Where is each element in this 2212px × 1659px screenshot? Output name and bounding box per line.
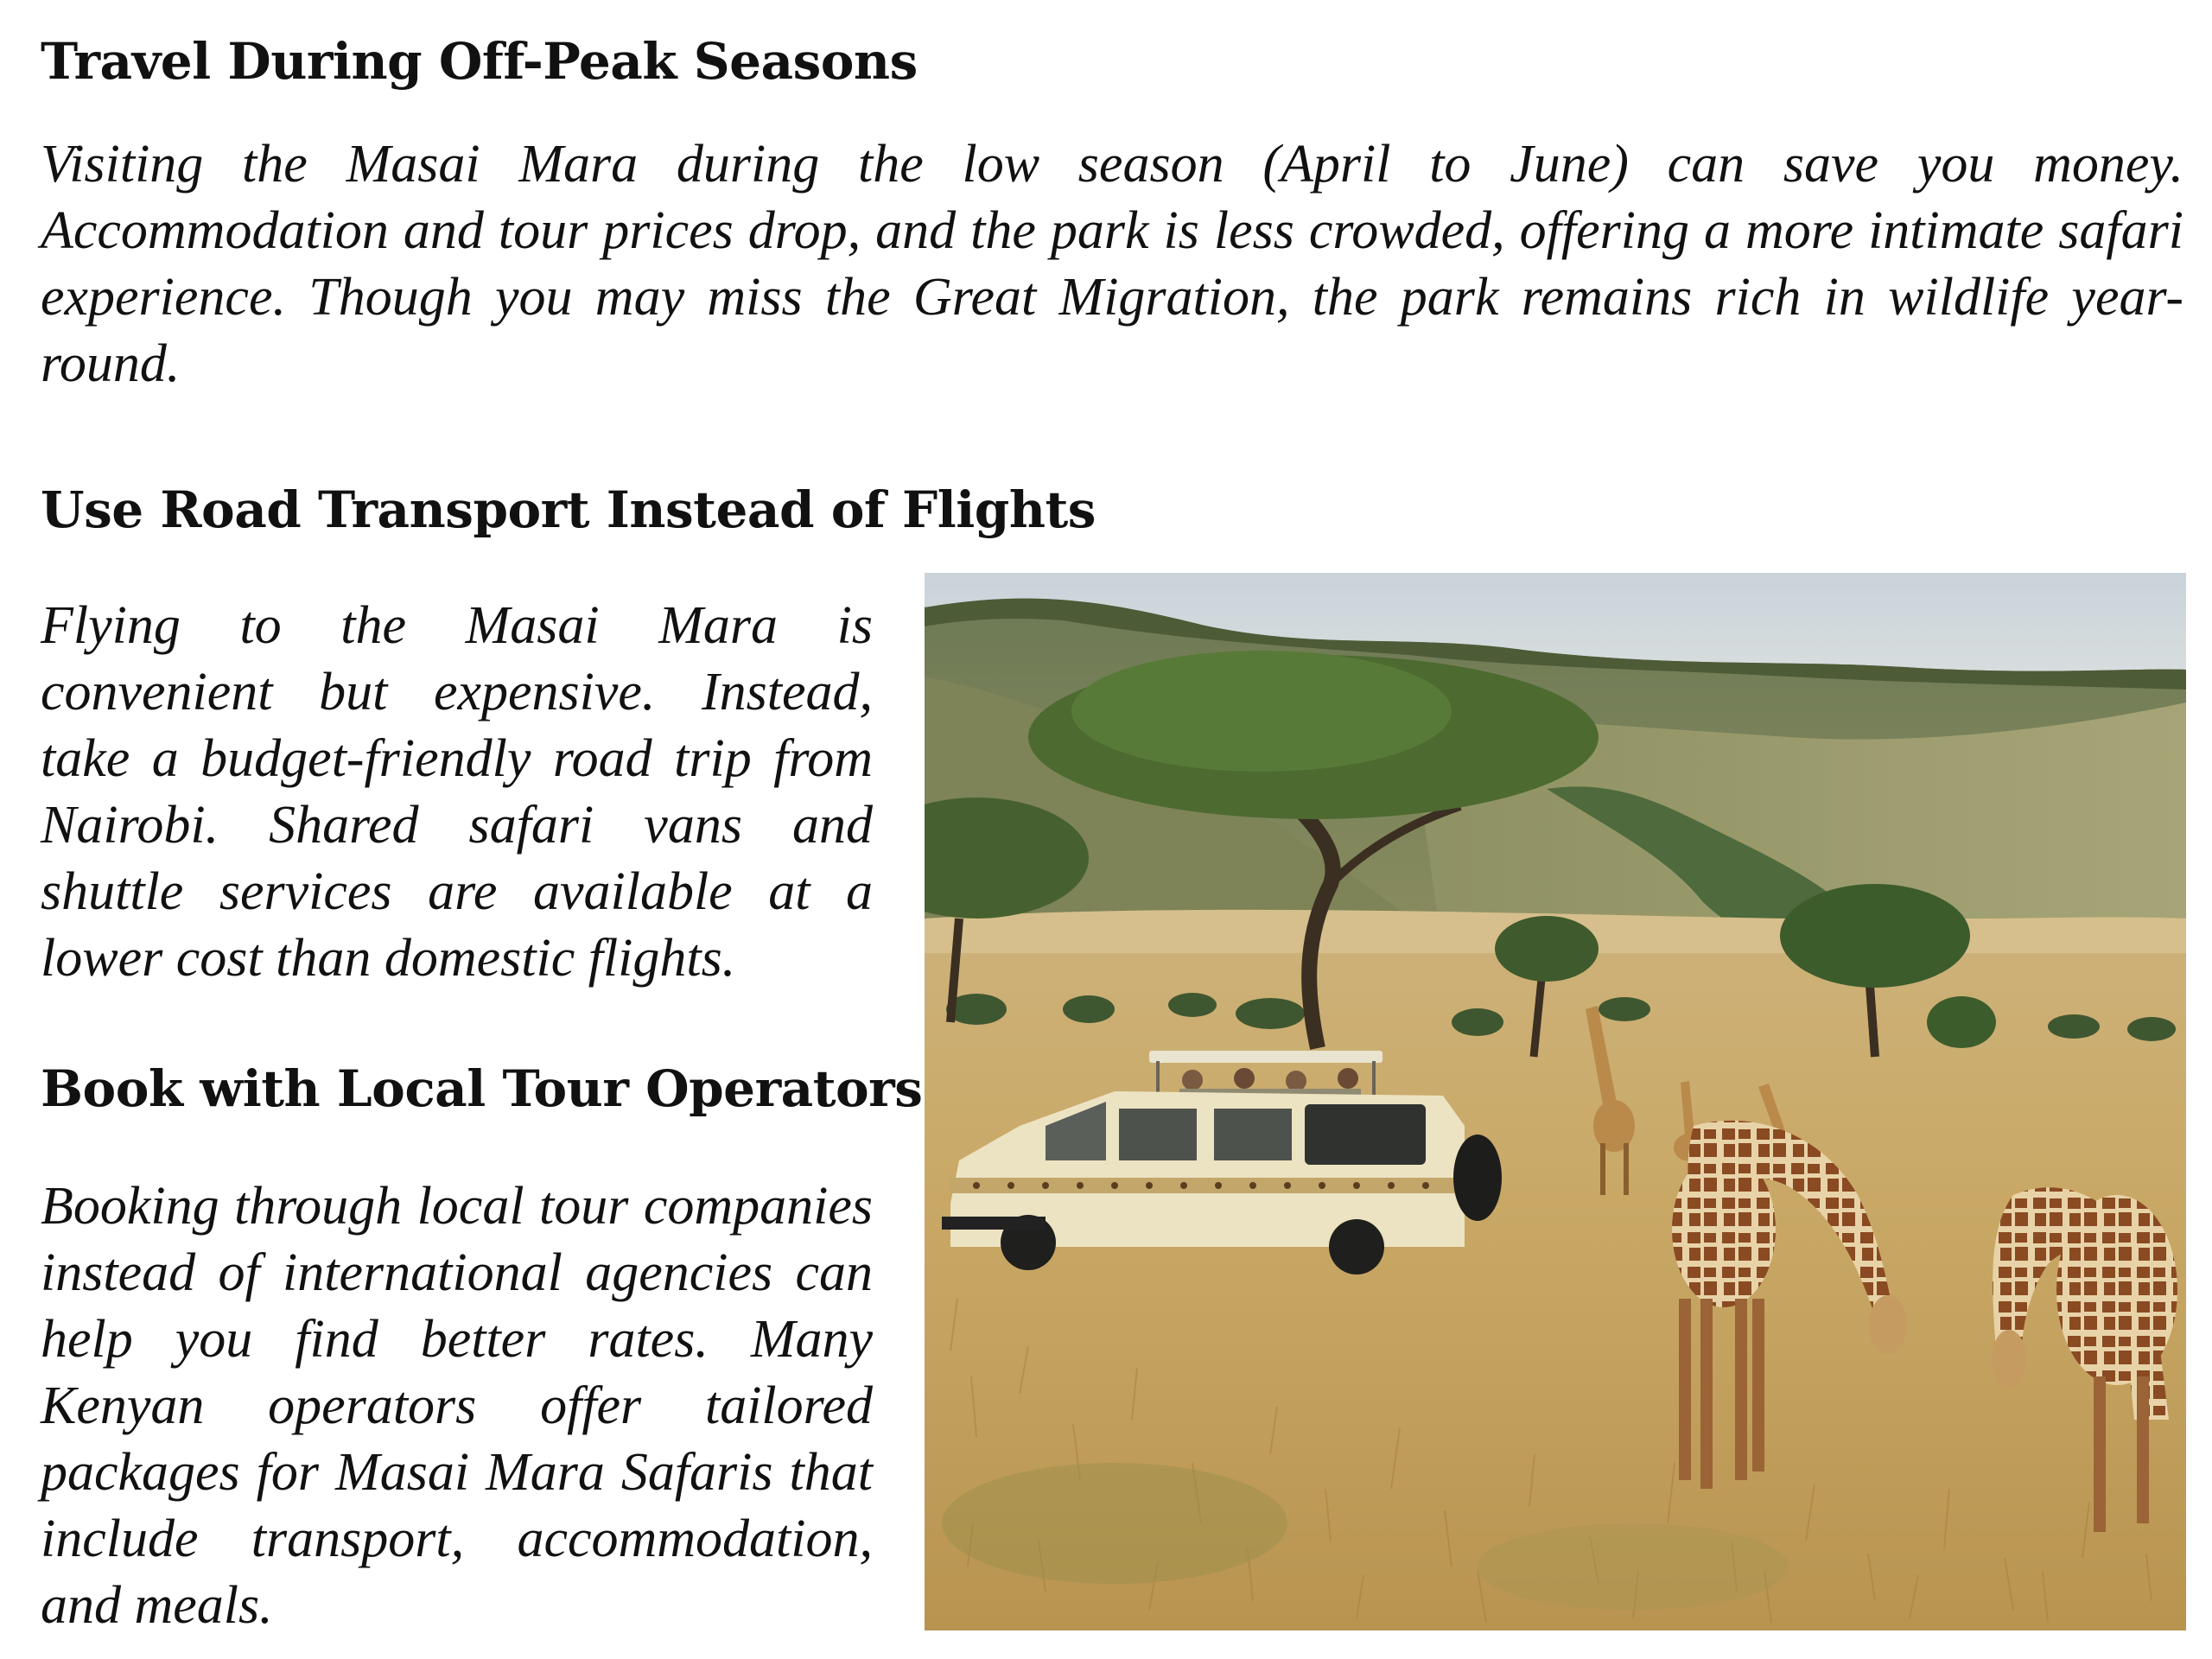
section-body-off-peak: Visiting the Masai Mara during the low season (April to June) can save you money. Accommodation and tour prices drop, and the park is less crowded, offering a more intimate safari experience. Though you may miss the Great Migration, the park remains rich in wildlife year-round. — [41, 135, 2183, 393]
section-body-road-transport: Flying to the Masai Mara is convenient but expensive. Instead, take a budget-friendly road trip from Nairobi. Shared safari vans and shuttle services are available at a lower cost than domestic flights. — [41, 596, 873, 988]
section-heading-off-peak: Travel During Off-Peak Seasons — [41, 32, 918, 91]
safari-photo — [925, 573, 2186, 1630]
section-heading-local-operators: Book with Local Tour Operators — [41, 1059, 923, 1118]
section-body-local-operators: Booking through local tour companies instead of international agencies can help you find better rates. Many Kenyan operators offer tailored packages for Masai Mara Safaris that include transport, accommodation, and meals. — [41, 1177, 873, 1635]
section-heading-road-transport: Use Road Transport Instead of Flights — [41, 480, 1096, 539]
